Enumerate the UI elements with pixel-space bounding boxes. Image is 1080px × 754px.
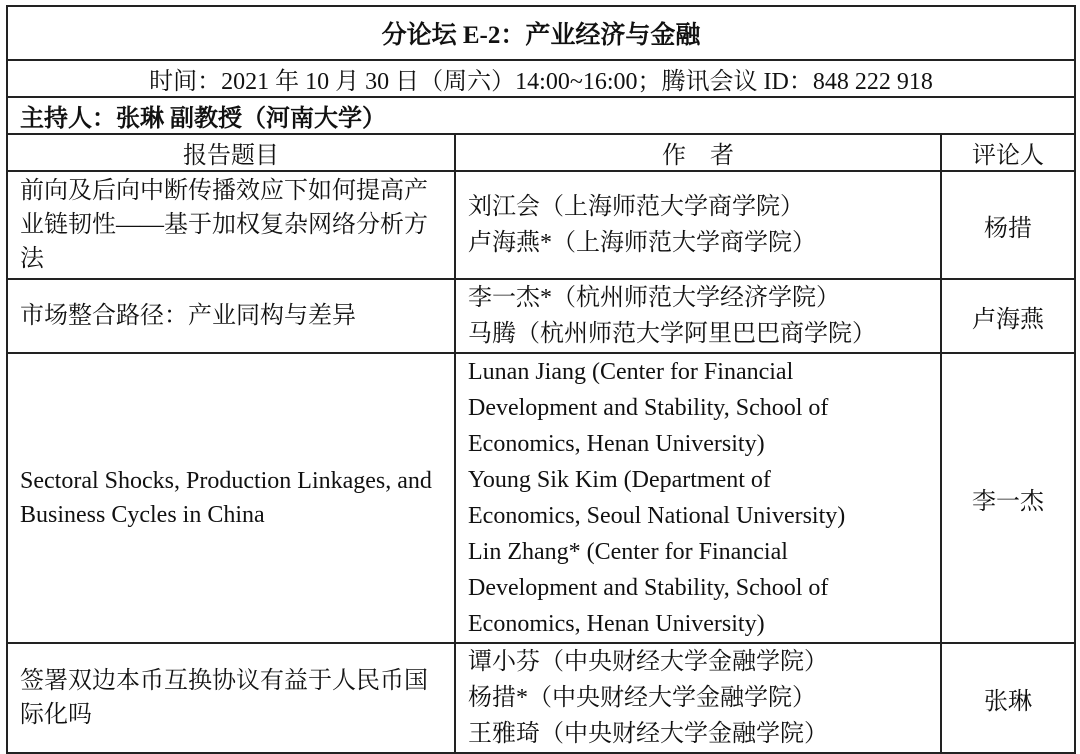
forum-title: 分论坛 E-2：产业经济与金融 [7, 6, 1075, 60]
author-line: Lin Zhang* (Center for Financial [468, 539, 788, 565]
author-line: 杨措*（中央财经大学金融学院） [468, 685, 816, 711]
author-line: Development and Stability, School of [468, 395, 829, 421]
paper-authors [455, 353, 941, 643]
table-row [7, 171, 1075, 279]
discussant: 卢海燕 [941, 279, 1075, 353]
session-host: 主持人：张琳 副教授（河南大学） [7, 97, 1075, 134]
paper-title: 市场整合路径：产业同构与差异 [7, 279, 455, 353]
session-time: 时间：2021 年 10 月 30 日（周六）14:00~16:00；腾讯会议 ID：848 222 918 [7, 60, 1075, 97]
paper-authors [455, 643, 941, 753]
author-line: 谭小芬（中央财经大学金融学院） [468, 649, 828, 675]
author-line: 王雅琦（中央财经大学金融学院） [468, 721, 828, 747]
paper-authors [455, 279, 941, 353]
author-line: Economics, Seoul National University) [468, 503, 846, 529]
header-discussant: 评论人 [941, 134, 1075, 171]
table-row [7, 353, 1075, 643]
discussant: 李一杰 [941, 353, 1075, 643]
author-line: 李一杰*（杭州师范大学经济学院） [468, 285, 840, 311]
paper-title: 前向及后向中断传播效应下如何提高产业链韧性——基于加权复杂网络分析方法 [7, 171, 455, 279]
paper-authors [455, 171, 941, 279]
author-line: Lunan Jiang (Center for Financial [468, 359, 794, 385]
discussant: 张琳 [941, 643, 1075, 753]
author-line: 刘江会（上海师范大学商学院） [468, 194, 804, 220]
header-authors: 作 者 [455, 134, 941, 171]
author-line: 马腾（杭州师范大学阿里巴巴商学院） [468, 321, 876, 347]
table-header-row [7, 134, 1075, 171]
paper-title: 签署双边本币互换协议有益于人民币国际化吗 [7, 643, 455, 753]
discussant: 杨措 [941, 171, 1075, 279]
author-line: Economics, Henan University) [468, 611, 765, 637]
author-line: Economics, Henan University) [468, 431, 765, 457]
paper-title: Sectoral Shocks, Production Linkages, and Business Cycles in China [7, 353, 455, 643]
author-line: 卢海燕*（上海师范大学商学院） [468, 230, 816, 256]
forum-schedule-table [6, 5, 1076, 754]
table-row [7, 643, 1075, 753]
author-line: Development and Stability, School of [468, 575, 829, 601]
table-row [7, 279, 1075, 353]
author-line: Young Sik Kim (Department of [468, 467, 771, 493]
header-topic: 报告题目 [7, 134, 455, 171]
